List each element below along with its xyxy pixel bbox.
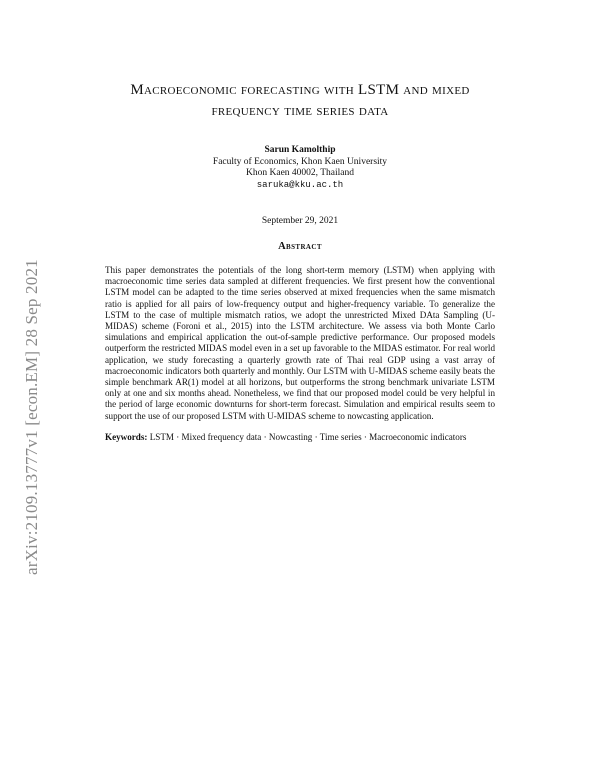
keywords-line bbox=[105, 432, 495, 443]
author-block bbox=[100, 145, 500, 191]
abstract-heading: Abstract bbox=[278, 241, 322, 252]
author-email[interactable]: saruka@kku.ac.th bbox=[256, 179, 344, 190]
keywords-list: LSTM · Mixed frequency data · Nowcasting · Time series · Macroeconomic indicators bbox=[149, 432, 467, 442]
keywords-label: Keywords: bbox=[105, 432, 148, 442]
author-address: Khon Kaen 40002, Thailand bbox=[246, 168, 354, 178]
author-name: Sarun Kamolthip bbox=[264, 145, 336, 155]
paper-title bbox=[60, 80, 540, 122]
author-affiliation: Faculty of Economics, Khon Kaen University bbox=[212, 156, 388, 167]
abstract-text: This paper demonstrates the potentials of the long short-term memory (LSTM) when applying with macroeconomic time series data sampled at different frequencies. We first present how the conventional LSTM model can be adapted to the time series observed at mixed frequencies when the same mismatch ratio is applied for all pairs of low-frequency output and higher-frequency variable. To generalize the LSTM to the case of multiple mismatch ratios, we adopt the unrestricted Mixed DAta Sampling (U-MIDAS) scheme (Foroni et al., 2015) into the LSTM architecture. We assess via both Monte Carlo simulations and empirical application the out-of-sample predictive performance. Our proposed models outperform the restricted MIDAS model even in a set up favorable to the MIDAS estimator. For real world application, we study forecasting a quarterly growth rate of Thai real GDP using a vast array of macroeconomic indicators both quarterly and monthly. Our LSTM with U-MIDAS scheme easily beats the simple benchmark AR(1) model at all horizons, but outperforms the strong benchmark univariate LSTM only at one and six months ahead. Nonetheless, we find that our proposed model could be very helpful in the period of large economic downturns for short-term forecast. Simulation and empirical results seem to support the use of our proposed LSTM with U-MIDAS scheme to nowcasting application. bbox=[105, 265, 495, 421]
publication-date: September 29, 2021 bbox=[261, 216, 339, 226]
title-line-2: frequency time series data bbox=[211, 103, 389, 119]
title-line-1: Macroeconomic forecasting with LSTM and mixed bbox=[130, 82, 470, 98]
arxiv-identifier-stamp: arXiv:2109.13777v1 [econ.EM] 28 Sep 2021 bbox=[22, 259, 41, 575]
